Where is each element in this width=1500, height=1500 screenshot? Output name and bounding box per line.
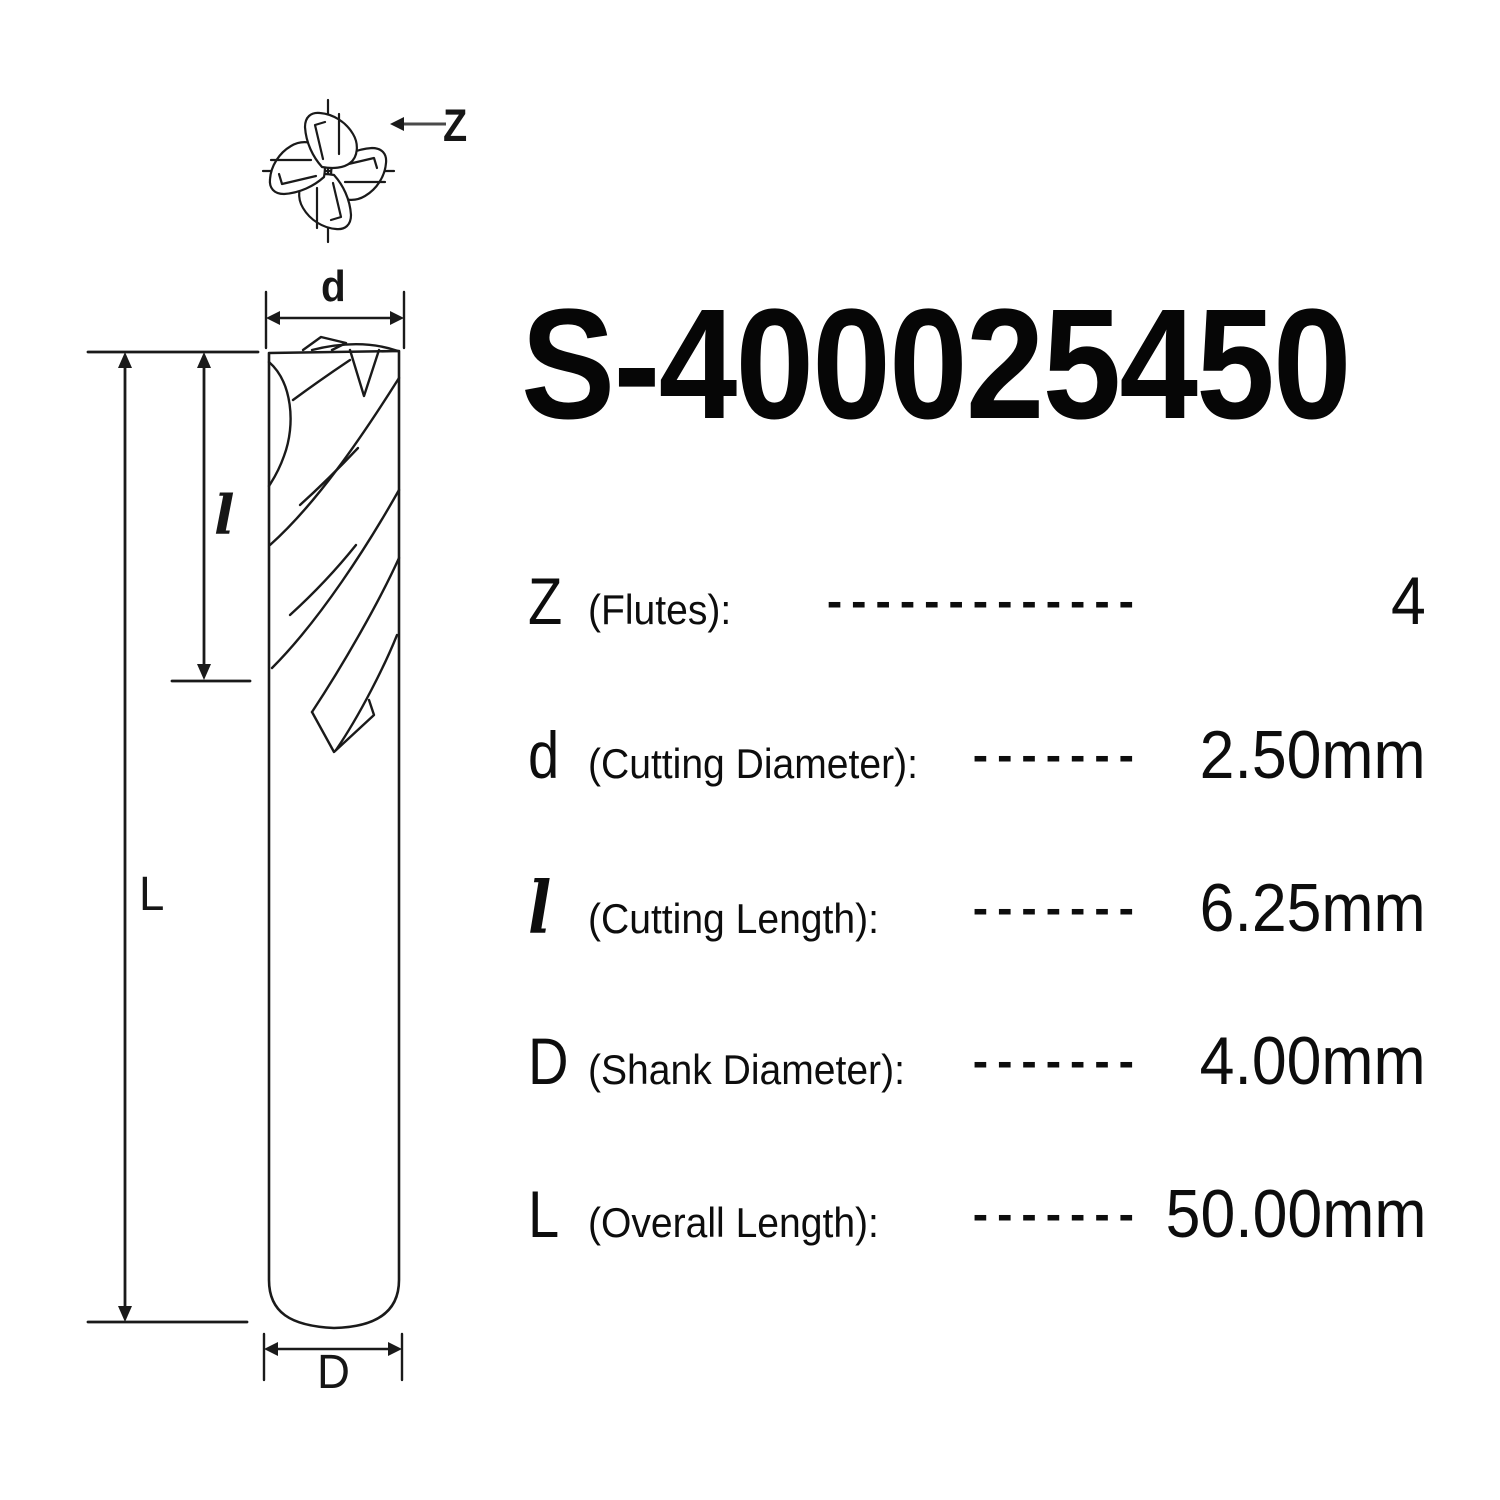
cutting-length-label: l — [214, 483, 235, 547]
spec-symbol: D — [528, 1024, 569, 1098]
spec-label: (Flutes): — [588, 586, 732, 633]
spec-row-shank-diameter — [0, 1016, 1500, 1106]
shank-diameter-label: D — [317, 1346, 350, 1399]
spec-row-cutting-diameter — [0, 710, 1500, 800]
spec-value: 4.00mm — [1200, 1023, 1426, 1099]
spec-symbol: L — [528, 1177, 560, 1251]
spec-symbol: Z — [528, 564, 563, 638]
spec-row-cutting-length — [0, 863, 1500, 953]
flutes-arrow-label: Z — [443, 100, 468, 151]
spec-label: (Overall Length): — [588, 1199, 880, 1246]
spec-symbol: l — [528, 865, 552, 950]
overall-length-label: L — [139, 868, 165, 921]
spec-label: (Cutting Diameter): — [588, 740, 919, 787]
spec-value: 6.25mm — [1200, 870, 1426, 946]
spec-leader-dashes: ------- — [972, 1035, 1143, 1087]
spec-label: (Cutting Length): — [588, 895, 880, 942]
spec-leader-dashes: ------- — [972, 1188, 1143, 1240]
spec-value: 2.50mm — [1200, 717, 1426, 793]
spec-row-flutes — [0, 556, 1500, 646]
flutes-arrow — [390, 117, 446, 131]
spec-value: 4 — [1391, 563, 1426, 639]
spec-leader-dashes: ------- — [972, 882, 1143, 934]
spec-leader-dashes: ------------- — [826, 575, 1143, 627]
cutting-diameter-label: d — [321, 262, 346, 311]
product-model-title: S-400025450 — [521, 277, 1350, 452]
spec-row-overall-length — [0, 1169, 1500, 1259]
spec-value: 50.00mm — [1165, 1176, 1426, 1252]
spec-symbol: d — [528, 718, 560, 792]
spec-leader-dashes: ------- — [972, 729, 1143, 781]
spec-label: (Shank Diameter): — [588, 1046, 906, 1093]
